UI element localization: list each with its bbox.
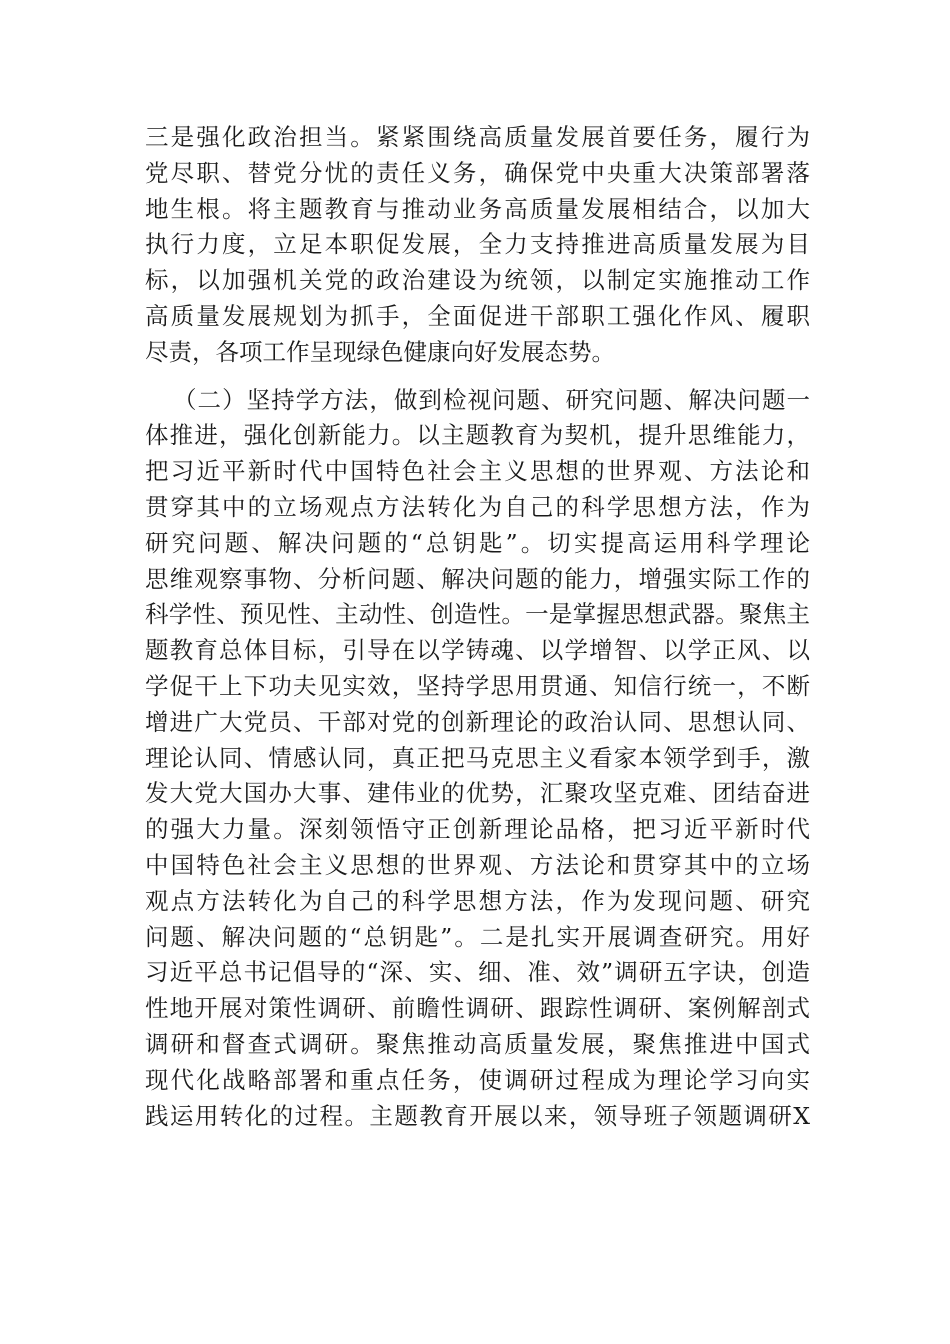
- text-line: 地生根。将主题教育与推动业务高质量发展相结合，以加大: [145, 194, 810, 223]
- text-line: 体推进，强化创新能力。以主题教育为契机，提升思维能力，: [145, 421, 810, 450]
- text-line: 增进广大党员、干部对党的创新理论的政治认同、思想认同、: [145, 707, 810, 736]
- text-line: （二）坚持学方法，做到检视问题、研究问题、解决问题一: [173, 385, 810, 414]
- paragraph-political-responsibility: [145, 120, 810, 371]
- text-line: 调研和督查式调研。聚焦推动高质量发展，聚焦推进中国式: [145, 1029, 810, 1058]
- text-line: 的强大力量。深刻领悟守正创新理论品格，把习近平新时代: [145, 815, 810, 844]
- text-line: 贯穿其中的立场观点方法转化为自己的科学思想方法，作为: [145, 492, 810, 521]
- text-line: 标，以加强机关党的政治建设为统领，以制定实施推动工作: [145, 266, 810, 295]
- text-line: 践运用转化的过程。主题教育开展以来，领导班子领题调研X: [145, 1101, 810, 1130]
- text-line: 理论认同、情感认同，真正把马克思主义看家本领学到手，激: [145, 743, 810, 772]
- text-line: 观点方法转化为自己的科学思想方法，作为发现问题、研究: [145, 886, 810, 915]
- text-line: 问题、解决问题的“总钥匙”。二是扎实开展调查研究。用好: [145, 922, 810, 951]
- paragraph-spacer: [145, 371, 810, 383]
- text-line: 研究问题、解决问题的“总钥匙”。切实提高运用科学理论: [145, 528, 810, 557]
- text-line: 习近平总书记倡导的“深、实、细、准、效”调研五字诀，创造: [145, 958, 810, 987]
- text-line: 现代化战略部署和重点任务，使调研过程成为理论学习向实: [145, 1065, 810, 1094]
- document-page: [145, 120, 810, 1134]
- text-line: 把习近平新时代中国特色社会主义思想的世界观、方法论和: [145, 457, 810, 486]
- text-line: 题教育总体目标，引导在以学铸魂、以学增智、以学正风、以: [145, 636, 810, 665]
- text-line: 执行力度，立足本职促发展，全力支持推进高质量发展为目: [145, 230, 810, 259]
- text-line: 科学性、预见性、主动性、创造性。一是掌握思想武器。聚焦主: [145, 600, 810, 629]
- text-line: 学促干上下功夫见实效，坚持学思用贯通、知信行统一，不断: [145, 671, 810, 700]
- text-line: 性地开展对策性调研、前瞻性调研、跟踪性调研、案例解剖式: [145, 994, 810, 1023]
- text-line: 中国特色社会主义思想的世界观、方法论和贯穿其中的立场: [145, 850, 810, 879]
- text-line: 高质量发展规划为抓手，全面促进干部职工强化作风、履职: [145, 301, 810, 330]
- paragraph-learning-methods: [145, 383, 810, 1135]
- text-line: 尽责，各项工作呈现绿色健康向好发展态势。: [145, 337, 615, 366]
- text-line: 思维观察事物、分析问题、解决问题的能力，增强实际工作的: [145, 564, 810, 593]
- text-line: 三是强化政治担当。紧紧围绕高质量发展首要任务，履行为: [145, 123, 810, 151]
- text-line: 党尽职、替党分忧的责任义务，确保党中央重大决策部署落: [145, 158, 810, 187]
- text-line: 发大党大国办大事、建伟业的优势，汇聚攻坚克难、团结奋进: [145, 779, 810, 808]
